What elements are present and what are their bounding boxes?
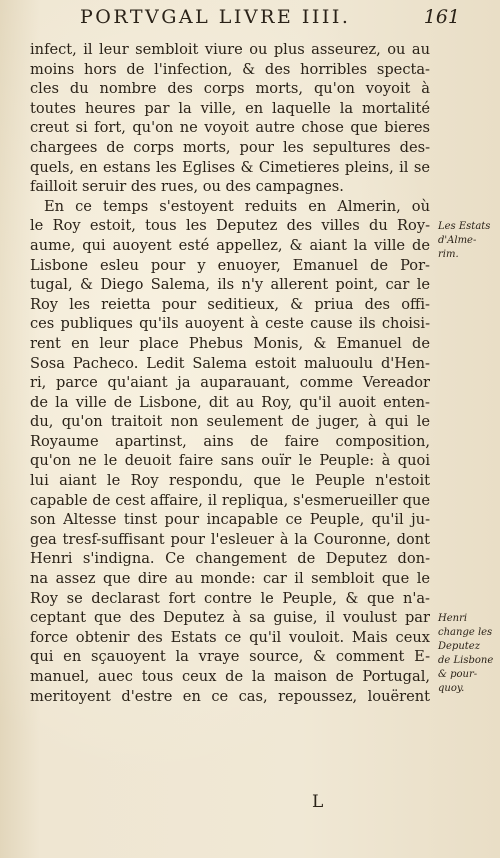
text-line: Royaume apartinst, ains de faire composition,	[30, 432, 430, 450]
text-line: gea tresf-suffisant pour l'esleuer à la Couronne, dont	[30, 530, 430, 548]
text-line: moins hors de l'infection, & des horribles specta-	[30, 60, 430, 78]
text-line: ri, parce qu'aiant ja auparauant, comme Vereador	[30, 374, 430, 392]
text-line: na assez que dire au monde: car il sembloit que le	[30, 570, 430, 588]
text-line: meritoyent d'estre en ce cas, repoussez, louërent	[30, 687, 430, 705]
margin-note-line: d'Alme-	[438, 235, 477, 246]
margin-note-line: & pour-	[438, 669, 478, 680]
running-head: PORTVGAL LIVRE IIII.	[80, 6, 351, 28]
text-line: Henri s'indigna. Ce changement de Deputez don-	[30, 550, 430, 568]
text-line: lui aiant le Roy respondu, que le Peuple n'estoit	[30, 472, 430, 490]
text-line: le Roy estoit, tous les Deputez des villes du Roy-	[30, 217, 430, 235]
margin-note-line: quoy.	[438, 683, 465, 694]
text-line: aume, qui auoyent esté appellez, & aiant la ville de	[30, 236, 430, 254]
text-line: tugal, & Diego Salema, ils n'y allerent point, car le	[30, 276, 430, 294]
margin-note-line: de Lisbone	[438, 655, 494, 666]
text-line: infect, il leur sembloit viure ou plus asseurez, ou au	[30, 41, 430, 58]
text-line: quels, en estans les Eglises & Cimetieres pleins, il se	[30, 158, 430, 176]
text-line: son Altesse tinst pour incapable ce Peuple, qu'il ju-	[30, 511, 430, 529]
margin-note-line: rim.	[438, 249, 459, 260]
body-text	[30, 40, 430, 706]
text-line: Roy se declarast fort contre le Peuple, & que n'a-	[30, 589, 430, 607]
text-line: manuel, auec tous ceux de la maison de Portugal,	[30, 668, 430, 685]
catchword: L	[312, 792, 324, 812]
text-line: cles du nombre des corps morts, qu'on voyoit à	[30, 80, 430, 98]
margin-note-line: Les Estats	[438, 221, 491, 232]
text-line: failloit seruir des rues, ou des campagnes.	[30, 178, 344, 196]
text-line: Lisbone esleu pour y enuoyer, Emanuel de Por-	[30, 256, 430, 274]
margin-note-estats	[438, 220, 498, 262]
text-line: qui en sçauoyent la vraye source, & comment E-	[30, 648, 430, 666]
text-line: creut si fort, qu'on ne voyoit autre chose que bieres	[30, 119, 430, 137]
text-line: rent en leur place Phebus Monis, & Emanuel de	[30, 334, 430, 352]
margin-note-line: Henri	[438, 613, 468, 624]
text-line: ces publiques qu'ils auoyent à ceste cause ils choisi-	[30, 315, 430, 333]
page-header	[60, 6, 460, 32]
text-line: force obtenir des Estats ce qu'il vouloit. Mais ceux	[30, 628, 430, 646]
text-line: Sosa Pacheco. Ledit Salema estoit maluoulu d'Hen-	[30, 354, 430, 372]
text-line: capable de cest affaire, il repliqua, s'esmerueiller que	[30, 491, 430, 509]
text-line: de la ville de Lisbone, dit au Roy, qu'il auoit enten-	[30, 393, 430, 411]
text-line: qu'on ne le deuoit faire sans ouïr le Peuple: à quoi	[30, 452, 430, 470]
margin-note-line: change les	[438, 627, 493, 638]
text-line: ceptant que des Deputez à sa guise, il voulust par	[30, 609, 430, 627]
text-line: Roy les reietta pour seditieux, & priua des offi-	[30, 295, 430, 313]
text-line: toutes heures par la ville, en laquelle la mortalité	[30, 99, 430, 117]
text-line-opening: En ce temps s'estoyent reduits en Almerin, où	[44, 197, 430, 215]
text-line: chargees de corps morts, pour les sepultures des-	[30, 138, 430, 156]
margin-note-line: Deputez	[438, 641, 480, 652]
margin-note-henri	[438, 612, 498, 696]
page-number: 161	[423, 6, 460, 28]
text-line: du, qu'on traitoit non seulement de juger, à qui le	[30, 413, 430, 431]
